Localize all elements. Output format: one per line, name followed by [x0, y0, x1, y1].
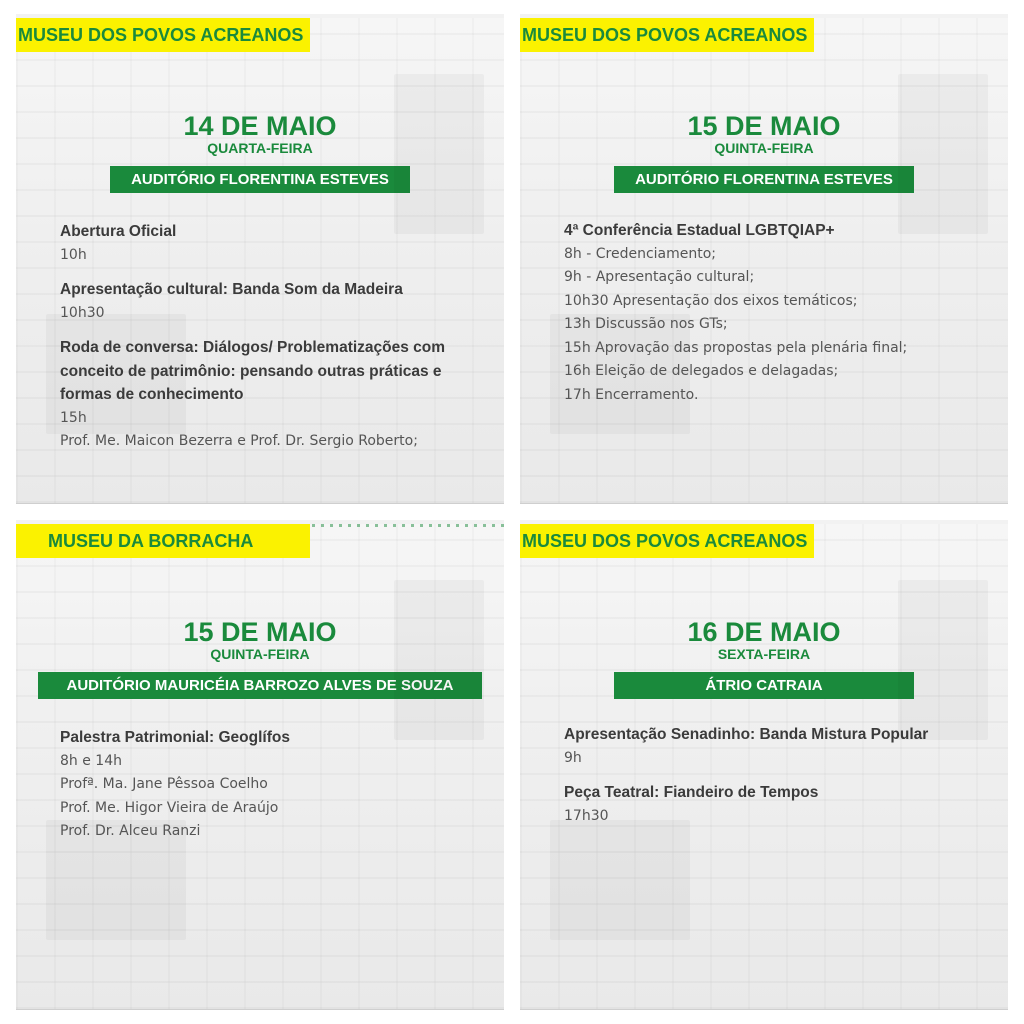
event-item	[60, 220, 494, 267]
event-title: Apresentação cultural: Banda Som da Madeira	[60, 281, 403, 298]
decorative-dots	[312, 524, 504, 527]
museum-banner: MUSEU DOS POVOS ACREANOS	[520, 524, 814, 558]
agenda-line: 8h - Credenciamento;	[564, 245, 717, 262]
agenda-line: 16h Eleição de delegados e delagadas;	[564, 363, 839, 379]
event-time: 8h e 14h	[60, 752, 122, 769]
agenda-line: 13h Discussão nos GTs;	[564, 316, 728, 332]
event-item	[60, 336, 494, 454]
museum-banner: MUSEU DA BORRACHA	[16, 524, 310, 558]
agenda-line: 9h - Apresentação cultural;	[564, 269, 755, 285]
event-time: 9h	[564, 749, 582, 766]
agenda-line: 10h30 Apresentação dos eixos temáticos;	[564, 292, 858, 309]
event-weekday: QUARTA-FEIRA	[207, 140, 313, 156]
event-title: 4ª Conferência Estadual LGBTQIAP+	[564, 222, 835, 239]
event-list	[564, 723, 998, 828]
event-speaker: Prof. Dr. Alceu Ranzi	[60, 823, 201, 839]
event-speaker: Profª. Ma. Jane Pêssoa Coelho	[60, 776, 268, 792]
event-date: 16 DE MAIO	[687, 617, 841, 647]
event-weekday: QUINTA-FEIRA	[210, 646, 310, 662]
event-title: Abertura Oficial	[60, 223, 177, 240]
event-item	[564, 219, 998, 407]
event-time: 15h	[60, 409, 87, 426]
agenda-line: 17h Encerramento.	[564, 386, 699, 403]
venue-label: AUDITÓRIO FLORENTINA ESTEVES	[614, 166, 914, 193]
venue-label: AUDITÓRIO MAURICÉIA BARROZO ALVES DE SOUZA	[38, 672, 482, 699]
event-list	[60, 726, 494, 844]
event-speaker: Prof. Me. Higor Vieira de Araújo	[60, 799, 279, 816]
event-weekday: QUINTA-FEIRA	[714, 140, 814, 156]
schedule-panel-14-maio	[16, 14, 504, 504]
event-speakers: Prof. Me. Maicon Bezerra e Prof. Dr. Sergio Roberto;	[60, 433, 418, 449]
venue-label: ÁTRIO CATRAIA	[614, 672, 914, 699]
event-time: 10h30	[60, 304, 105, 321]
museum-banner: MUSEU DOS POVOS ACREANOS	[16, 18, 310, 52]
event-date: 14 DE MAIO	[183, 111, 337, 141]
event-title: Apresentação Senadinho: Banda Mistura Popular	[564, 726, 929, 743]
event-title: Peça Teatral: Fiandeiro de Tempos	[564, 784, 819, 801]
event-date: 15 DE MAIO	[687, 111, 841, 141]
event-time: 10h	[60, 246, 87, 263]
event-title: Roda de conversa: Diálogos/ Problematizações com conceito de patrimônio: pensando outras práticas e formas de conhecimento	[60, 339, 446, 403]
event-list	[60, 220, 494, 454]
event-date: 15 DE MAIO	[183, 617, 337, 647]
event-item	[60, 726, 494, 844]
event-list	[564, 219, 998, 407]
agenda-line: 15h Aprovação das propostas pela plenária final;	[564, 339, 908, 356]
event-item	[564, 781, 998, 828]
event-item	[564, 723, 998, 770]
event-time: 17h30	[564, 807, 609, 824]
schedule-panel-15-maio-borracha	[16, 520, 504, 1010]
event-title: Palestra Patrimonial: Geoglífos	[60, 729, 290, 746]
schedule-panel-15-maio-conferencia	[520, 14, 1008, 504]
venue-label: AUDITÓRIO FLORENTINA ESTEVES	[110, 166, 410, 193]
museum-banner: MUSEU DOS POVOS ACREANOS	[520, 18, 814, 52]
event-weekday: SEXTA-FEIRA	[717, 646, 811, 662]
schedule-panel-16-maio	[520, 520, 1008, 1010]
event-item	[60, 278, 494, 325]
